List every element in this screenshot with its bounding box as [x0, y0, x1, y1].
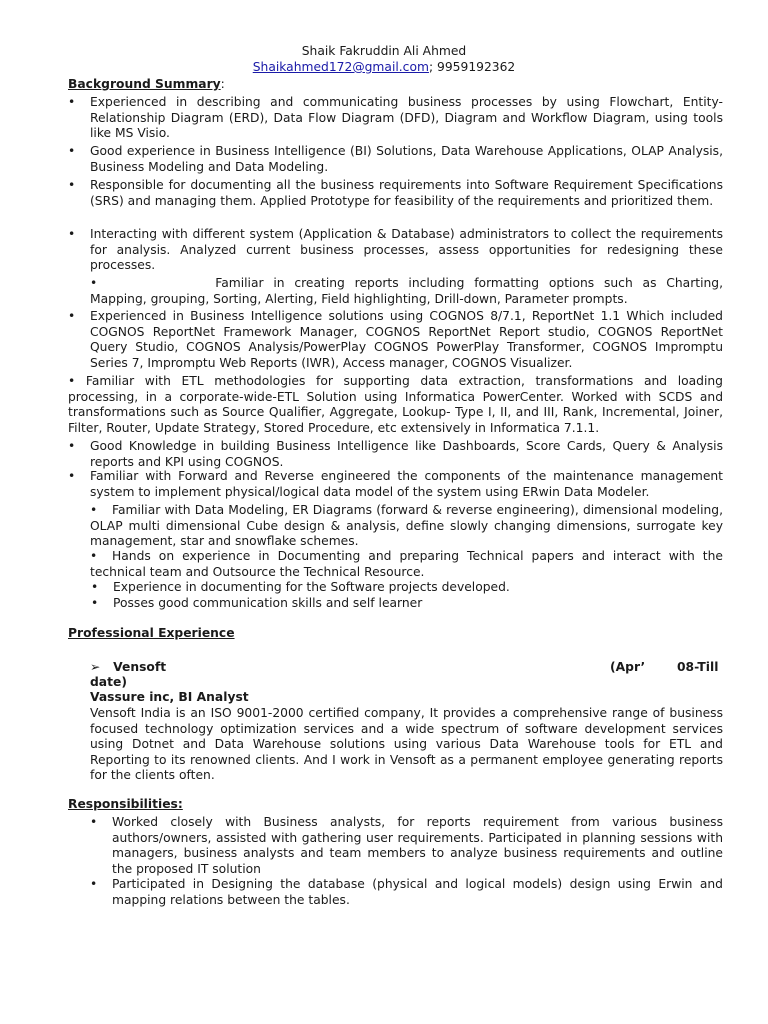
- summary-item-text: Familiar in creating reports including formatting options such as Charting, Mapping, grouping, Sorting, Alerting, Field highlighting, Drill-down, Parameter prompts.: [90, 276, 723, 306]
- summary-item: Good Knowledge in building Business Intelligence like Dashboards, Score Cards, Query & Analysis reports and KPI using COGNOS.: [90, 439, 723, 469]
- candidate-name: Shaik Fakruddin Ali Ahmed: [301, 44, 467, 58]
- summary-item: Experienced in Business Intelligence solutions using COGNOS 8/7.1, ReportNet 1.1 Which included COGNOS ReportNet Framework Manager, COGNOS ReportNet Report studio, COGNOS ReportNet Query Studio, COGNOS Analysis/PowerPlay COGNOS PowerPlay Transformer, COGNOS Impromptu Series 7, Impromptu Web Reports (IWR), Access manager, COGNOS Visualizer.: [90, 309, 723, 370]
- bullet-icon: •: [91, 596, 99, 610]
- bullet-icon: •: [68, 469, 76, 483]
- contact-line: [0, 60, 768, 76]
- phone-number: 9959192362: [433, 60, 516, 74]
- company-name: Vensoft: [113, 660, 167, 674]
- company-description: Vensoft India is an ISO 9001-2000 certified company, It provides a comprehensive range of business focused technology optimization services and a wide spectrum of software development services using Dotnet and Data Warehouse solutions using various Data Warehouse tools for ETL and Reporting to its renowned clients. And I work in Vensoft as a permanent employee generating reports for the clients often.: [90, 706, 723, 782]
- bullet-icon: •: [90, 549, 98, 563]
- summary-item: Good experience in Business Intelligence (BI) Solutions, Data Warehouse Applications, OLAP Analysis, Business Modeling and Data Modeling.: [90, 144, 723, 174]
- dates-start: (Apr’: [610, 660, 646, 674]
- summary-item-text: Familiar with Data Modeling, ER Diagrams (forward & reverse engineering), dimensional modeling, OLAP multi dimensional Cube design & analysis, define slowly changing dimensions, surrogate key management, star and snowflake schemes.: [90, 503, 723, 548]
- bullet-icon: •: [90, 815, 98, 829]
- summary-item: Posses good communication skills and self learner: [113, 596, 423, 610]
- summary-item: [90, 549, 723, 580]
- summary-item-text: Familiar with ETL methodologies for supporting data extraction, transformations and loading processing, in a corporate-wide-ETL Solution using Informatica PowerCenter. Worked with SCDS and transformations such as Source Qualifier, Aggregate, Lookup- Type I, II, and III, Rank, Incremental, Joiner, Filter, Router, Update Strategy, Stored Procedure, etc extensively in Informatica 7.1.1.: [68, 374, 723, 435]
- bullet-icon: •: [90, 276, 98, 290]
- title-colon: :: [220, 77, 225, 91]
- summary-item: Familiar with Forward and Reverse engineered the components of the maintenance management system to implement physical/logical data model of the system using ERwin Data Modeler.: [90, 469, 723, 499]
- bullet-icon: •: [68, 439, 76, 453]
- arrow-bullet-icon: ➢: [90, 660, 101, 674]
- summary-item: [90, 276, 723, 307]
- summary-item: Responsible for documenting all the business requirements into Software Requirement Specifications (SRS) and managing them. Applied Prototype for feasibility of the requirements and prioritized them.: [90, 178, 723, 208]
- bullet-icon: •: [68, 95, 76, 109]
- section-title: Background Summary: [68, 77, 221, 91]
- dates-till: 08-Till: [677, 660, 719, 674]
- bullet-icon: •: [90, 503, 98, 517]
- bullet-icon: •: [90, 877, 98, 891]
- responsibility-item: Participated in Designing the database (physical and logical models) design using Erwin and mapping relations between the tables.: [112, 877, 723, 907]
- job-role: Vassure inc, BI Analyst: [90, 690, 249, 704]
- summary-item: [90, 503, 723, 550]
- contact-separator: ;: [428, 60, 434, 74]
- dates-end: date): [90, 675, 127, 689]
- bullet-icon: •: [68, 227, 76, 241]
- email-link[interactable]: Shaikahmed172@gmail.com: [252, 60, 429, 74]
- summary-item: Interacting with different system (Application & Database) administrators to collect the requirements for analysis. Analyzed current business processes, assess opportunities for redesigning these processes.: [90, 227, 723, 272]
- summary-item-text: Hands on experience in Documenting and preparing Technical papers and interact with the technical team and Outsource the Technical Resource.: [90, 549, 723, 579]
- bullet-icon: •: [68, 144, 76, 158]
- bullet-icon: •: [68, 309, 76, 323]
- responsibility-item: Worked closely with Business analysts, for reports requirement from various business authors/owners, assisted with gathering user requirements. Participated in planning sessions with managers, business analysts and team members to analyze business requirements and outline the proposed IT solution: [112, 815, 723, 876]
- responsibilities-heading: Responsibilities:: [68, 797, 183, 811]
- summary-item: Experienced in describing and communicating business processes by using Flowchart, Entity-Relationship Diagram (ERD), Data Flow Diagram (DFD), Diagram and Workflow Diagram, using tools like MS Visio.: [90, 95, 723, 140]
- summary-item: [68, 374, 723, 436]
- bullet-icon: •: [68, 374, 76, 388]
- company-line: [90, 660, 166, 676]
- bullet-icon: •: [68, 178, 76, 192]
- summary-item: Experience in documenting for the Software projects developed.: [113, 580, 510, 594]
- professional-experience-heading: Professional Experience: [68, 626, 235, 640]
- background-summary-heading: [68, 77, 225, 93]
- bullet-icon: •: [91, 580, 99, 594]
